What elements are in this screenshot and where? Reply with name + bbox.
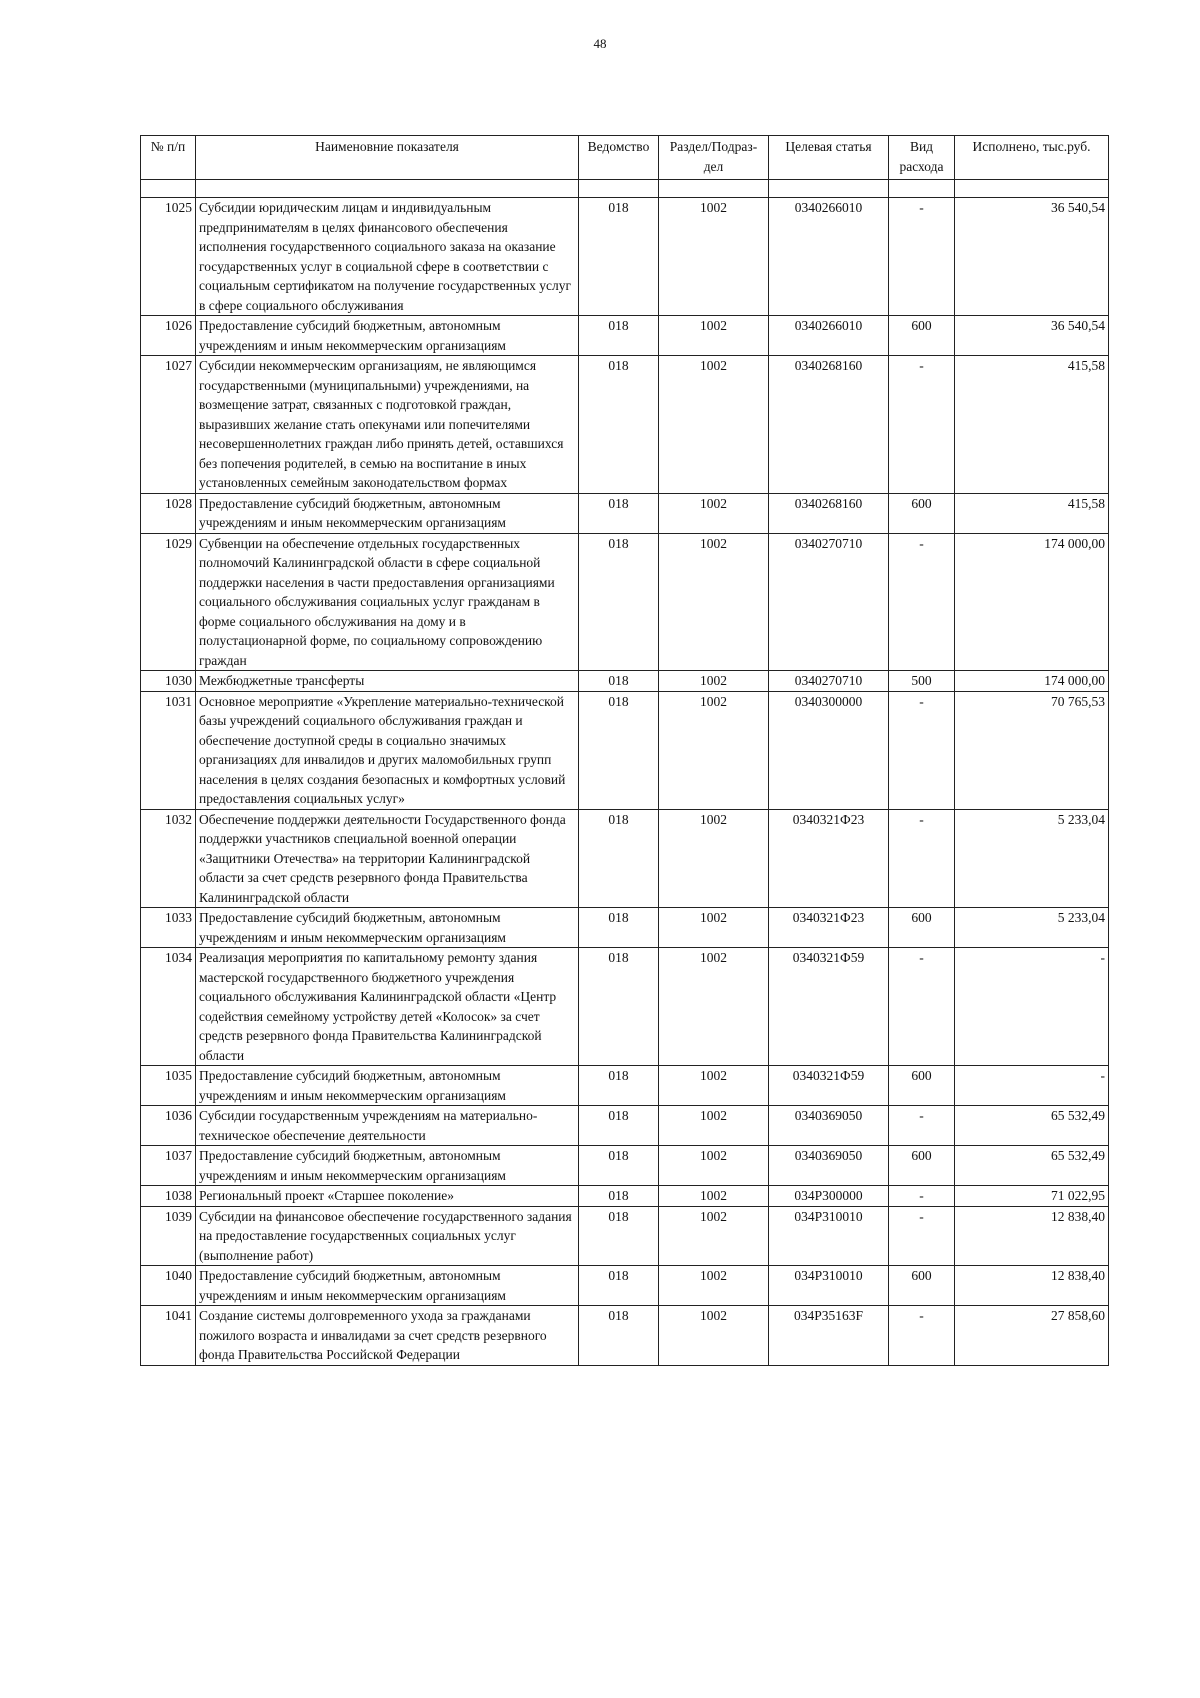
cell-section: 1002 <box>659 948 769 1066</box>
table-row <box>141 1066 1109 1106</box>
cell-amount: 36 540,54 <box>955 198 1109 316</box>
cell-name: Субсидии некоммерческим организациям, не являющимся государственными (муниципальными) учреждениями, на возмещение затрат, связанных с подготовкой граждан, выразивших желание стать опекунами или попечителями несовершеннолетних граждан либо принять детей, оставшихся без попечения родителей, в семью на воспитание в иных установленных семейным законодательством формах <box>196 356 579 494</box>
cell-section: 1002 <box>659 1106 769 1146</box>
cell-num: 1027 <box>141 356 196 494</box>
cell-name: Предоставление субсидий бюджетным, автономным учреждениям и иным некоммерческим организациям <box>196 1266 579 1306</box>
table-row <box>141 1206 1109 1266</box>
cell-type: 600 <box>889 493 955 533</box>
cell-num: 1041 <box>141 1306 196 1366</box>
cell-num: 1031 <box>141 691 196 809</box>
cell-type: - <box>889 1106 955 1146</box>
cell-type: - <box>889 1186 955 1207</box>
cell-name: Реализация мероприятия по капитальному ремонту здания мастерской государственного бюджетного учреждения социального обслуживания Калининградской области «Центр содействия семейному устройству детей «Колосок» за счет средств резервного фонда Правительства Калининградской области <box>196 948 579 1066</box>
cell-section: 1002 <box>659 809 769 908</box>
cell-amount: 415,58 <box>955 493 1109 533</box>
cell-type: 600 <box>889 1266 955 1306</box>
cell-name: Обеспечение поддержки деятельности Государственного фонда поддержки участников специальной военной операции «Защитники Отечества» на территории Калининградской области за счет средств резервного фонда Правительства Калининградской области <box>196 809 579 908</box>
cell-num: 1030 <box>141 671 196 692</box>
header-article: Целевая статья <box>769 136 889 180</box>
cell-type: 600 <box>889 316 955 356</box>
cell-num: 1029 <box>141 533 196 671</box>
cell-num: 1034 <box>141 948 196 1066</box>
cell-dept: 018 <box>579 1206 659 1266</box>
cell-article: 0340321Ф59 <box>769 1066 889 1106</box>
cell-article: 034P310010 <box>769 1266 889 1306</box>
cell-section: 1002 <box>659 198 769 316</box>
cell-article: 0340270710 <box>769 533 889 671</box>
cell-num: 1037 <box>141 1146 196 1186</box>
header-section: Раздел/Подраз-дел <box>659 136 769 180</box>
header-dept: Ведомство <box>579 136 659 180</box>
table-row <box>141 316 1109 356</box>
cell-article: 034P35163F <box>769 1306 889 1366</box>
cell-article: 0340300000 <box>769 691 889 809</box>
cell-article: 034P300000 <box>769 1186 889 1207</box>
table-row <box>141 198 1109 316</box>
cell-section: 1002 <box>659 1306 769 1366</box>
cell-article: 0340268160 <box>769 356 889 494</box>
table-row <box>141 1266 1109 1306</box>
table-row <box>141 493 1109 533</box>
cell-num: 1035 <box>141 1066 196 1106</box>
cell-dept: 018 <box>579 198 659 316</box>
table-row <box>141 671 1109 692</box>
cell-num: 1033 <box>141 908 196 948</box>
cell-amount: 415,58 <box>955 356 1109 494</box>
cell-article: 0340266010 <box>769 316 889 356</box>
cell-dept: 018 <box>579 1106 659 1146</box>
cell-name: Предоставление субсидий бюджетным, автономным учреждениям и иным некоммерческим организациям <box>196 1146 579 1186</box>
page-number: 48 <box>593 36 607 51</box>
cell-num: 1036 <box>141 1106 196 1146</box>
cell-amount: - <box>955 948 1109 1066</box>
table-row <box>141 1306 1109 1366</box>
cell-dept: 018 <box>579 691 659 809</box>
cell-num: 1040 <box>141 1266 196 1306</box>
cell-dept: 018 <box>579 671 659 692</box>
cell-amount: 174 000,00 <box>955 533 1109 671</box>
cell-num: 1026 <box>141 316 196 356</box>
cell-name: Предоставление субсидий бюджетным, автономным учреждениям и иным некоммерческим организациям <box>196 493 579 533</box>
cell-article: 0340321Ф59 <box>769 948 889 1066</box>
cell-num: 1025 <box>141 198 196 316</box>
table-row <box>141 356 1109 494</box>
cell-name: Межбюджетные трансферты <box>196 671 579 692</box>
cell-num: 1032 <box>141 809 196 908</box>
cell-type: 600 <box>889 1066 955 1106</box>
header-name: Наименовние показателя <box>196 136 579 180</box>
cell-article: 0340270710 <box>769 671 889 692</box>
cell-dept: 018 <box>579 1186 659 1207</box>
cell-article: 0340369050 <box>769 1146 889 1186</box>
cell-amount: 65 532,49 <box>955 1106 1109 1146</box>
table-row <box>141 691 1109 809</box>
cell-type: - <box>889 533 955 671</box>
header-spacer-row <box>141 180 1109 198</box>
cell-amount: 12 838,40 <box>955 1266 1109 1306</box>
cell-name: Субсидии юридическим лицам и индивидуальным предпринимателям в целях финансового обеспечения исполнения государственного социального заказа на оказание государственных услуг в социальной сфере в соответствии с социальным сертификатом на получение государственных услуг в сфере социального обслуживания <box>196 198 579 316</box>
cell-section: 1002 <box>659 908 769 948</box>
cell-section: 1002 <box>659 671 769 692</box>
cell-section: 1002 <box>659 533 769 671</box>
cell-name: Основное мероприятие «Укрепление материально-технической базы учреждений социального обслуживания граждан и обеспечение доступной среды в социально значимых организациях для инвалидов и других маломобильных групп населения в целях создания безопасных и комфортных условий предоставления социальных услуг» <box>196 691 579 809</box>
cell-section: 1002 <box>659 316 769 356</box>
table-row <box>141 1146 1109 1186</box>
cell-article: 0340369050 <box>769 1106 889 1146</box>
table-row <box>141 533 1109 671</box>
cell-type: 500 <box>889 671 955 692</box>
cell-dept: 018 <box>579 316 659 356</box>
cell-type: - <box>889 198 955 316</box>
table-row <box>141 1186 1109 1207</box>
cell-name: Региональный проект «Старшее поколение» <box>196 1186 579 1207</box>
header-row <box>141 136 1109 180</box>
header-num: № п/п <box>141 136 196 180</box>
cell-name: Предоставление субсидий бюджетным, автономным учреждениям и иным некоммерческим организациям <box>196 1066 579 1106</box>
cell-type: - <box>889 948 955 1066</box>
cell-article: 0340268160 <box>769 493 889 533</box>
cell-dept: 018 <box>579 1266 659 1306</box>
cell-name: Создание системы долговременного ухода за гражданами пожилого возраста и инвалидами за счет средств резервного фонда Правительства Российской Федерации <box>196 1306 579 1366</box>
cell-section: 1002 <box>659 691 769 809</box>
cell-section: 1002 <box>659 356 769 494</box>
budget-table <box>140 135 1109 1366</box>
cell-amount: 5 233,04 <box>955 809 1109 908</box>
cell-dept: 018 <box>579 948 659 1066</box>
cell-name: Предоставление субсидий бюджетным, автономным учреждениям и иным некоммерческим организациям <box>196 316 579 356</box>
cell-amount: 71 022,95 <box>955 1186 1109 1207</box>
cell-type: - <box>889 809 955 908</box>
cell-section: 1002 <box>659 1066 769 1106</box>
cell-section: 1002 <box>659 1206 769 1266</box>
table-row <box>141 1106 1109 1146</box>
cell-dept: 018 <box>579 533 659 671</box>
cell-amount: 27 858,60 <box>955 1306 1109 1366</box>
cell-type: 600 <box>889 1146 955 1186</box>
cell-amount: 70 765,53 <box>955 691 1109 809</box>
cell-article: 0340266010 <box>769 198 889 316</box>
cell-num: 1039 <box>141 1206 196 1266</box>
cell-amount: 5 233,04 <box>955 908 1109 948</box>
header-type: Вид расхода <box>889 136 955 180</box>
cell-amount: 12 838,40 <box>955 1206 1109 1266</box>
cell-num: 1028 <box>141 493 196 533</box>
cell-name: Субсидии на финансовое обеспечение государственного задания на предоставление государственных социальных услуг (выполнение работ) <box>196 1206 579 1266</box>
cell-dept: 018 <box>579 908 659 948</box>
table-row <box>141 908 1109 948</box>
cell-name: Субвенции на обеспечение отдельных государственных полномочий Калининградской области в сфере социальной поддержки населения в части предоставления организациями социального обслуживания социальных услуг гражданам в форме социального обслуживания на дому и в полустационарной форме, по социальному сопровождению граждан <box>196 533 579 671</box>
cell-section: 1002 <box>659 1146 769 1186</box>
cell-num: 1038 <box>141 1186 196 1207</box>
cell-section: 1002 <box>659 493 769 533</box>
cell-type: - <box>889 356 955 494</box>
cell-type: - <box>889 1206 955 1266</box>
cell-dept: 018 <box>579 493 659 533</box>
table-row <box>141 809 1109 908</box>
cell-type: - <box>889 1306 955 1366</box>
cell-section: 1002 <box>659 1186 769 1207</box>
cell-article: 034P310010 <box>769 1206 889 1266</box>
cell-amount: - <box>955 1066 1109 1106</box>
cell-amount: 36 540,54 <box>955 316 1109 356</box>
cell-amount: 65 532,49 <box>955 1146 1109 1186</box>
cell-dept: 018 <box>579 1146 659 1186</box>
cell-article: 0340321Ф23 <box>769 809 889 908</box>
cell-type: - <box>889 691 955 809</box>
table-row <box>141 948 1109 1066</box>
cell-dept: 018 <box>579 1066 659 1106</box>
cell-dept: 018 <box>579 809 659 908</box>
cell-section: 1002 <box>659 1266 769 1306</box>
cell-name: Субсидии государственным учреждениям на материально-техническое обеспечение деятельности <box>196 1106 579 1146</box>
cell-amount: 174 000,00 <box>955 671 1109 692</box>
cell-dept: 018 <box>579 1306 659 1366</box>
cell-type: 600 <box>889 908 955 948</box>
header-amount: Исполнено, тыс.руб. <box>955 136 1109 180</box>
cell-dept: 018 <box>579 356 659 494</box>
cell-article: 0340321Ф23 <box>769 908 889 948</box>
cell-name: Предоставление субсидий бюджетным, автономным учреждениям и иным некоммерческим организациям <box>196 908 579 948</box>
